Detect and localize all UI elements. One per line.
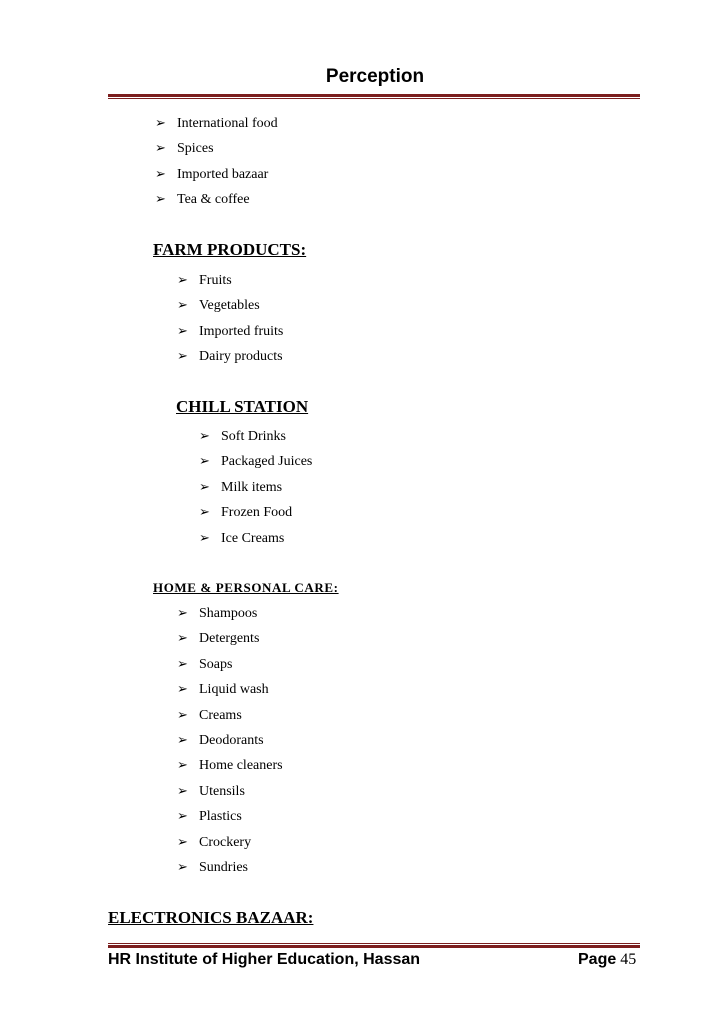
- list-item-label: Imported fruits: [199, 323, 284, 339]
- list-item: [177, 268, 283, 293]
- section-heading-farm-products: FARM PRODUCTS:: [153, 240, 307, 259]
- arrow-bullet-icon: ➢: [199, 429, 210, 444]
- arrow-bullet-icon: ➢: [155, 192, 166, 208]
- list-item: [177, 830, 283, 855]
- list-item-label: Crockery: [199, 834, 252, 850]
- list-item-label: Utensils: [199, 783, 245, 799]
- list-item: [177, 804, 283, 829]
- list-item: [177, 652, 283, 677]
- footer-page-number: 45: [620, 951, 637, 968]
- arrow-bullet-icon: ➢: [177, 298, 188, 314]
- list-item-label: Imported bazaar: [177, 166, 269, 182]
- list-item-label: Plastics: [199, 809, 242, 825]
- list-item-label: Packaged Juices: [221, 454, 313, 470]
- list-item: [155, 136, 278, 161]
- footer-rule: [108, 945, 640, 948]
- list-item-label: Tea & coffee: [177, 192, 250, 208]
- bullet-list-home-personal-care: [177, 601, 283, 880]
- list-item: [177, 319, 283, 344]
- arrow-bullet-icon: ➢: [199, 505, 210, 521]
- section-heading-chill-station: CHILL STATION: [176, 397, 309, 416]
- arrow-bullet-icon: ➢: [177, 606, 188, 621]
- list-item: [177, 703, 283, 728]
- arrow-bullet-icon: ➢: [199, 454, 210, 470]
- arrow-bullet-icon: ➢: [177, 707, 188, 723]
- list-item-label: Shampoos: [199, 606, 258, 621]
- arrow-bullet-icon: ➢: [177, 631, 188, 647]
- list-item-label: Deodorants: [199, 732, 264, 748]
- list-item: [177, 344, 283, 369]
- list-item-label: Liquid wash: [199, 682, 269, 698]
- footer-page-label: Page: [578, 951, 617, 968]
- list-item: [177, 779, 283, 804]
- list-item-label: Soft Drinks: [221, 429, 286, 444]
- list-item: [199, 424, 312, 449]
- arrow-bullet-icon: ➢: [177, 273, 188, 288]
- arrow-bullet-icon: ➢: [155, 166, 166, 182]
- arrow-bullet-icon: ➢: [155, 116, 166, 131]
- bullet-list-chill-station: [199, 424, 312, 551]
- list-item: [177, 293, 283, 318]
- footer-page: [578, 951, 636, 969]
- arrow-bullet-icon: ➢: [177, 859, 188, 875]
- list-item-label: Fruits: [199, 273, 232, 288]
- bullet-list-farm-products: [177, 268, 283, 370]
- list-item: [199, 449, 312, 474]
- arrow-bullet-icon: ➢: [177, 323, 188, 339]
- list-item-label: International food: [177, 116, 278, 131]
- arrow-bullet-icon: ➢: [177, 758, 188, 774]
- list-item: [177, 601, 283, 626]
- list-item: [155, 162, 278, 187]
- arrow-bullet-icon: ➢: [177, 783, 188, 799]
- arrow-bullet-icon: ➢: [177, 809, 188, 825]
- arrow-bullet-icon: ➢: [177, 682, 188, 698]
- arrow-bullet-icon: ➢: [177, 349, 188, 365]
- arrow-bullet-icon: ➢: [199, 479, 210, 495]
- list-item: [155, 111, 278, 136]
- list-item-label: Frozen Food: [221, 505, 293, 521]
- list-item-label: Creams: [199, 707, 242, 723]
- arrow-bullet-icon: ➢: [177, 834, 188, 850]
- footer-rule-thin: [108, 943, 640, 944]
- arrow-bullet-icon: ➢: [199, 530, 210, 546]
- list-item-label: Detergents: [199, 631, 260, 647]
- list-item: [177, 753, 283, 778]
- section-heading-home-personal-care: HOME & PERSONAL CARE:: [153, 580, 339, 595]
- arrow-bullet-icon: ➢: [155, 141, 166, 157]
- list-item: [155, 187, 278, 212]
- list-item-label: Soaps: [199, 656, 233, 672]
- list-item-label: Vegetables: [199, 298, 260, 314]
- list-item: [177, 855, 283, 880]
- list-item-label: Sundries: [199, 859, 248, 875]
- page-title: Perception: [325, 66, 425, 87]
- section-heading-electronics-bazaar: ELECTRONICS BAZAAR:: [108, 908, 314, 927]
- arrow-bullet-icon: ➢: [177, 656, 188, 672]
- list-item-label: Home cleaners: [199, 758, 283, 774]
- bullet-list-general: [155, 111, 278, 213]
- list-item-label: Ice Creams: [221, 530, 285, 546]
- list-item-label: Milk items: [221, 479, 283, 495]
- list-item: [199, 475, 312, 500]
- list-item-label: Dairy products: [199, 349, 283, 365]
- footer-institute: HR Institute of Higher Education, Hassan: [108, 951, 421, 968]
- list-item: [177, 677, 283, 702]
- list-item: [177, 626, 283, 651]
- header-rule-thin: [108, 98, 640, 99]
- list-item: [199, 526, 312, 551]
- list-item: [177, 728, 283, 753]
- header-rule: [108, 94, 640, 97]
- list-item: [199, 500, 312, 525]
- list-item-label: Spices: [177, 141, 214, 157]
- arrow-bullet-icon: ➢: [177, 732, 188, 748]
